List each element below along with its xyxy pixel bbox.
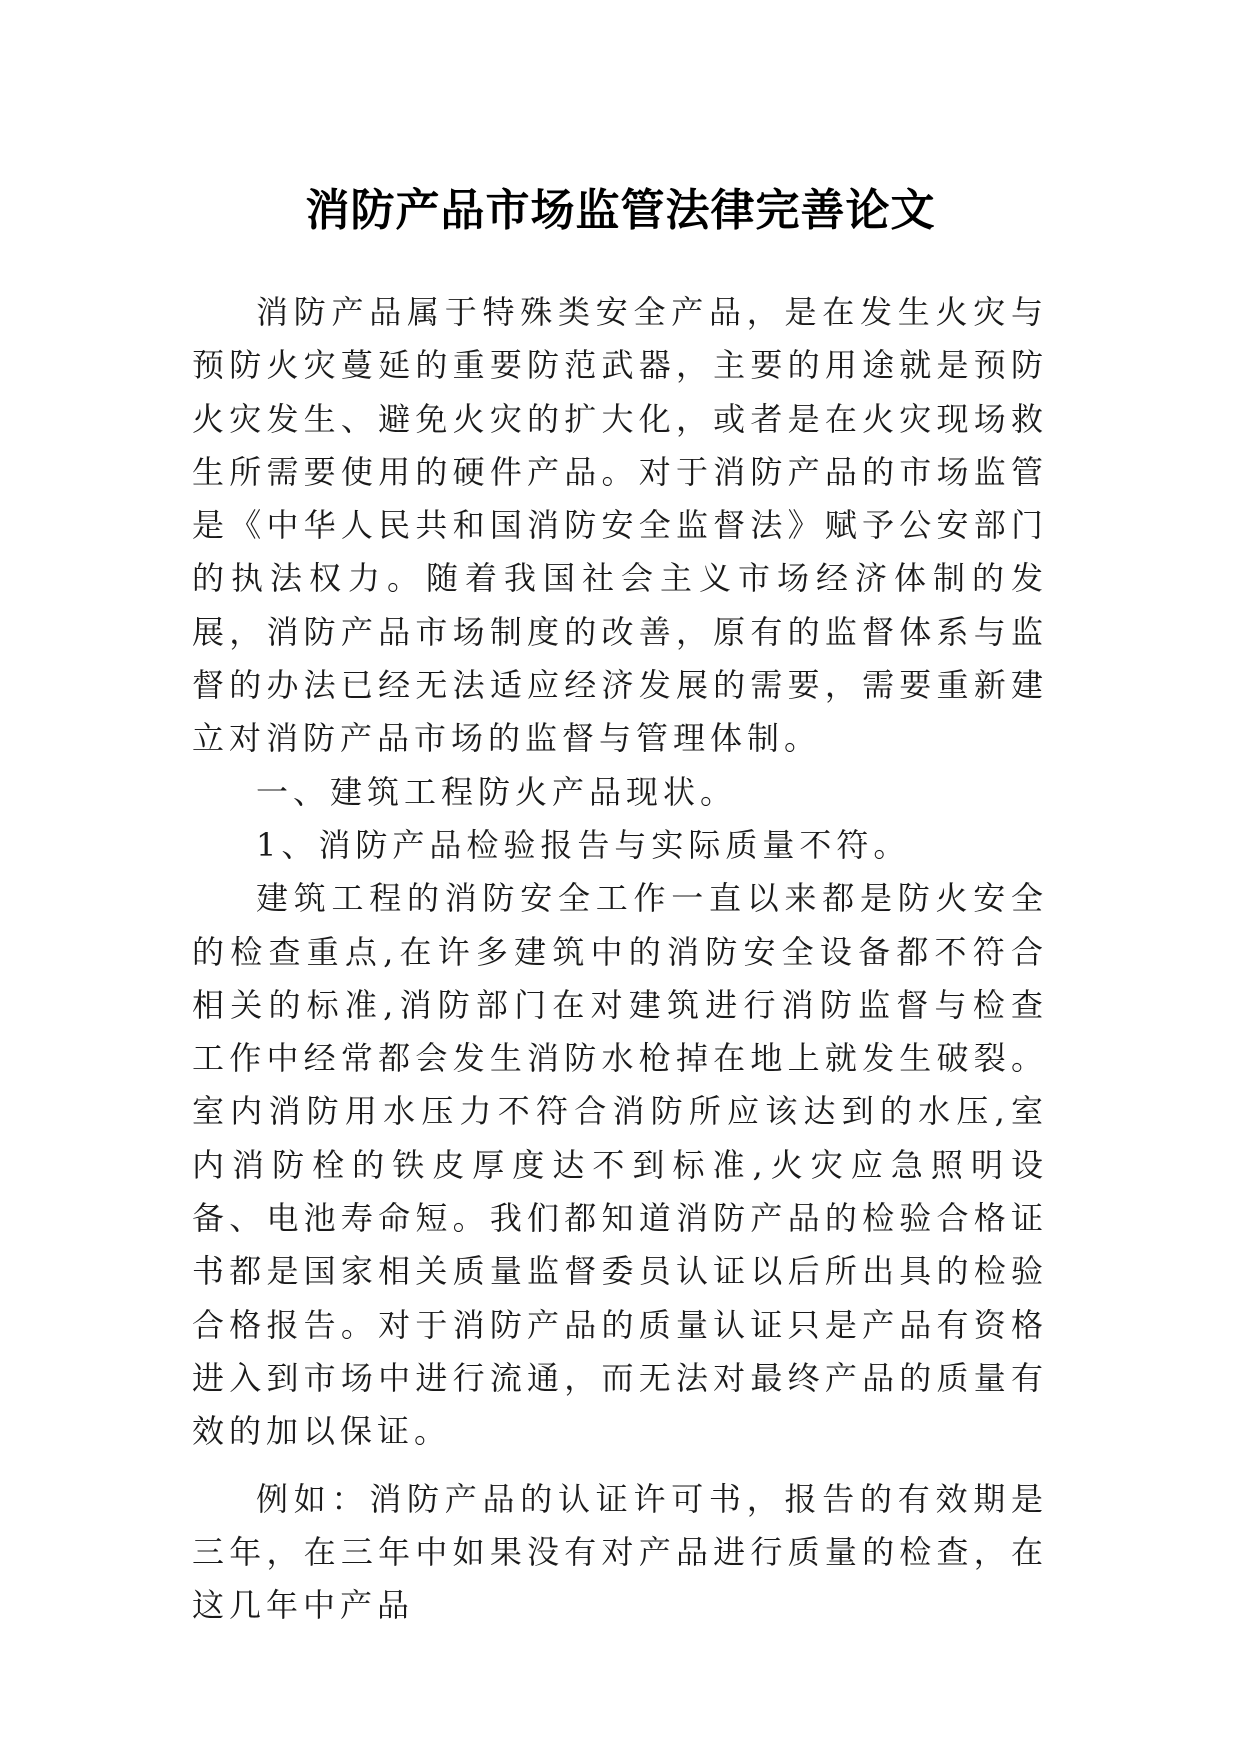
paragraph-inspection: 建筑工程的消防安全工作一直以来都是防火安全的检查重点,在许多建筑中的消防安全设备都不符合相关的标准,消防部门在对建筑进行消防监督与检查工作中经常都会发生消防水枪掉在地上就发生破裂。室内消防用水压力不符合消防所应该达到的水压,室内消防栓的铁皮厚度达不到标准,火灾应急照明设备、电池寿命短。我们都知道消防产品的检验合格证书都是国家相关质量监督委员认证以后所出具的检验合格报告。对于消防产品的质量认证只是产品有资格进入到市场中进行流通，而无法对最终产品的质量有效的加以保证。 (192, 879, 1048, 1451)
paragraph-example: 例如：消防产品的认证许可书，报告的有效期是三年，在三年中如果没有对产品进行质量的检查，在这几年中产品 (192, 1479, 1048, 1625)
document-title: 消防产品市场监管法律完善论文 (305, 185, 936, 237)
subsection-heading-1: 1、消防产品检验报告与实际质量不符。 (256, 825, 911, 864)
paragraph-intro: 消防产品属于特殊类安全产品，是在发生火灾与预防火灾蔓延的重要防范武器，主要的用途就是预防火灾发生、避免火灾的扩大化，或者是在火灾现场救生所需要使用的硬件产品。对于消防产品的市场监管是《中华人民共和国消防安全监督法》赋予公安部门的执法权力。随着我国社会主义市场经济体制的发展，消防产品市场制度的改善，原有的监督体系与监督的办法已经无法适应经济发展的需要，需要重新建立对消防产品市场的监督与管理体制。 (192, 293, 1048, 758)
document-body (192, 286, 1048, 1632)
section-heading-1: 一、建筑工程防火产品现状。 (256, 772, 738, 811)
